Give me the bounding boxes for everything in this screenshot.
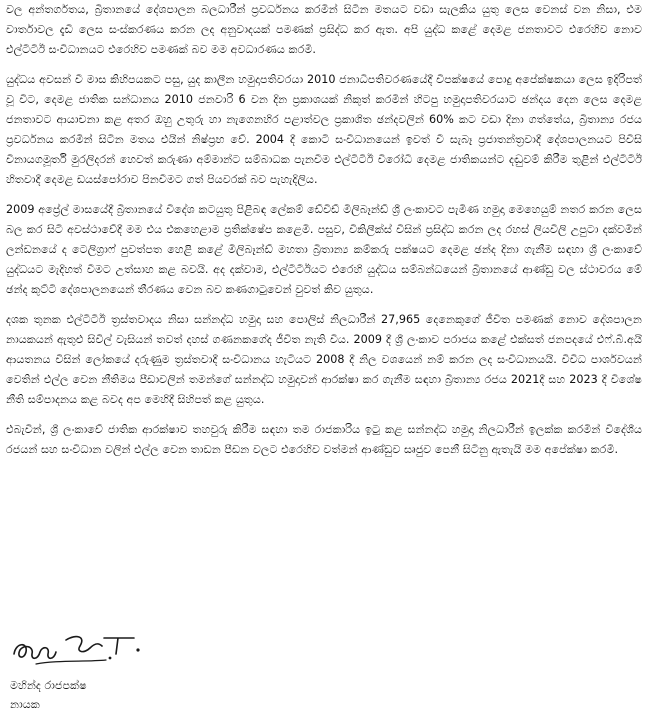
paragraph-3: 2009 අප්‍රේල් මාසයේදී බ්‍රිතානයේ විදේශ කටයුතු පිළිබඳ ලේකම් ඩේවිඩ් මිලිබෑන්ඩ් ශ්‍රී ලංකාවට පැමිණ හමුදා මෙහෙයුම් නතර කරන ලෙස බල කර සිටි අවස්ථාවේදී මම එය එකහෙළාම ප්‍රතික්ෂේප කළෙමි. පසුව, විකිලීක්ස් විසින් ප්‍රසිද්ධ කරන ලද රහස් ලියවිලි උපුටා දක්වමින් ලන්ඩනයේ ද ටෙලිග්‍රාෆ් පුවත්පත හෙළි කළේ මිලිබෑන්ඩ් මහතා බ්‍රිතාන්‍ය කම්කරු පක්ෂයට දෙමළ ඡන්ද දිනා ගැනීම සඳහා ශ්‍රී ලංකාවේ යුද්ධයට මැදිහත් වීමට උත්සාහ කළ බවයි. අද දක්වාම, එල්ටීටීඊයට එරෙහි යුද්ධය සම්බන්ධයෙන් බ්‍රිතානයේ ආණ්ඩු වල ස්ථාවරය මේ ඡන්ද කුට්ටි දේශපාලනයෙන් තීරණය වෙන බව කණගාටුවෙන් වුවත් කිව යුතුය. [6,203,642,296]
signer-name: මහින්ද රාජපක්ෂ [10,679,87,692]
signer-block [10,676,87,714]
paragraph-2: යුද්ධය අවසන් වී මාස කිහිපයකට පසු, යුද කාලීන හමුදාපතිවරයා 2010 ජනාධිපතිවරණයේදී විපක්ෂයේ පොදු අපේක්ෂකයා ලෙස ඉදිරිපත් වූ විට, දෙමළ ජාතික සන්ධානය 2010 ජනවාරි 6 වන දින ප්‍රකාශයක් නිකුත් කරමින් හිටපු හමුදාපතිවරයාට ඡන්දය දෙන ලෙස දෙමළ ජනතාවට ආයාචනා කළ අතර ඔහු උතුරු හා නැගෙනහිර පළාත්වල ප්‍රකාශිත ඡන්දවලින් 60% කට වඩා දිනා ගත්තේය, බ්‍රිතාන්‍ය රජය ප්‍රවර්ධනය කරමින් සිටින මතය එයින් නිෂ්ප්‍රභ වේ. 2004 දී කොටි සංවිධානයෙන් ඉවත් වී සැබෑ ප්‍රජාතන්ත්‍රවාදී දේශපාලනයට පිවිසි විනායගමූර්ති මුරලිදරන් හෙවත් කරුණා අම්මාන්ට සම්බාධක පැනවීම එල්ටීටීඊ විරෝධී දෙමළ ජාතිකයන්ට දඬුවම් කිරීම තුළින් එල්ටීටීඊ හිතවාදී දෙමළ ඩයස්පෝරාව පිනවීමට ගත් පියවරක් බව පැහැදිලිය. [6,73,642,186]
paragraph-4: දශක තුනක එල්ටීටීඊ ත්‍රස්තවාදය නිසා සන්නද්ධ හමුදා සහ පොලිස් නිලධාරීන් 27,965 දෙනෙකුගේ ජීවිත පමණක් නොව දේශපාලන නායකයන් ඇතුළු සිවිල් වැසියන් තවත් දහස් ගණනකගේද ජීවිත නැති විය. 2009 දී ශ්‍රී ලංකාව පරාජය කළේ එක්සත් ජනපදයේ එෆ්.බී.අයි ආයතනය විසින් ලෝකයේ දරුණුම ත්‍රස්තවාදී සංවිධානය හැටියට 2008 දී නිල වශයෙන් නම් කරන ලද සංවිධානයයි. විවිධ පාර්ශවයන් වෙතින් එල්ල වෙන නීතිමය පීඩාවලින් තමන්ගේ සන්නද්ධ හමුදාවන් ආරක්ෂා කර ගැනීම සඳහා බ්‍රිතාන්‍ය රජය 2021දී සහ 2023 දී විශේෂ නීති සම්පාදනය කළ බවද අප මෙහිදී සිහිපත් කළ යුතුය. [6,313,642,406]
signature-icon [6,620,166,672]
paragraph-5: එබැවින්, ශ්‍රී ලංකාවේ ජාතික ආරක්ෂාව තහවුරු කිරීම සඳහා තම රාජකාරිය ඉටු කළ සන්නද්ධ හමුදා නිලධාරීන් ඉලක්ක කරමින් විදේශීය රජයන් සහ සංවිධාන වලින් එල්ල වෙන තාඩන පීඩන වලට එරෙහිව වත්මන් ආණ්ඩුව සෘජුව පෙනී සිටිනු ඇතැයි මම අපේක්ෂා කරමි. [6,423,642,456]
letter-body [6,0,642,470]
handwritten-signature [6,620,166,672]
signer-title: නායක [10,698,40,711]
paragraph-1: වල අන්තර්ගතය, බ්‍රිතානයේ දේශපාලන බලධාරීන් ප්‍රවර්ධනය කරමින් සිටින මතයට වඩා සැලකිය යුතු ලෙස වෙනස් වන නිසා, එම වාර්තාවල දැඩි ලෙස සංස්කරණය කරන ලද අනුවාදයක් පමණක් ප්‍රසිද්ධ කර ඇත. අපි යුද්ධ කළේ දෙමළ ජනතාවට එරෙහිව නොව එල්ටීටීඊ සංවිධානයට එරෙහිව පමණක් බව මම අවධාරණය කරමි. [6,3,642,56]
